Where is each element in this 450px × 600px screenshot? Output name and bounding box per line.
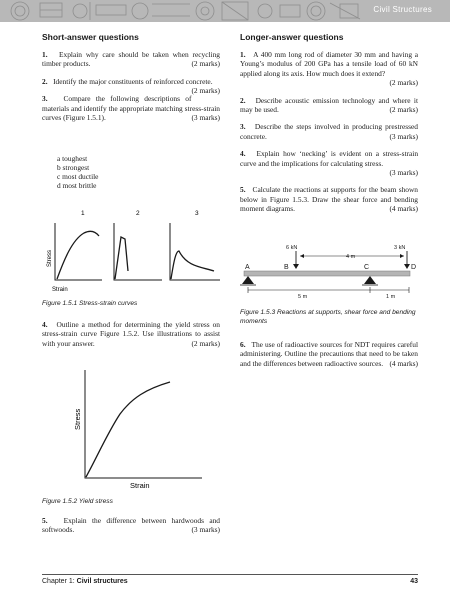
panel-1-curve xyxy=(57,231,99,279)
fig152-axes xyxy=(85,370,202,478)
longer-answer-heading: Longer-answer questions xyxy=(240,32,344,42)
short-question-5: 5. Explain the difference between hardwoods and softwoods. (3 marks) xyxy=(42,516,221,535)
chapter-title: Civil structures xyxy=(76,578,128,585)
beam xyxy=(244,271,410,276)
option-b: b strongest xyxy=(57,163,90,172)
figure-1-5-2 xyxy=(42,362,222,492)
short-answer-heading: Short-answer questions xyxy=(42,32,139,42)
load-2-label: 3 kN xyxy=(394,245,406,251)
panel-1-axes xyxy=(55,223,102,280)
panel-2-curve xyxy=(115,237,128,279)
longer-answer-column xyxy=(240,32,418,222)
option-c: c most ductile xyxy=(57,172,99,181)
long-question-6: 6. The use of radioactive sources for NDT requires careful administering. Outline the precautions that need to be taken and the differences between radioactive sources. (4 marks) xyxy=(240,340,418,368)
long-question-5: 5. Calculate the reactions at supports for the beam shown below in Figure 1.5.3. Draw the shear force and bending moment diagrams. (4 marks) xyxy=(240,185,419,214)
fig152-xlabel: Strain xyxy=(130,481,150,490)
load-1-label: 6 kN xyxy=(286,245,298,251)
support-c xyxy=(364,276,376,284)
load-1-arrow-head xyxy=(293,264,299,269)
panel-3-curve xyxy=(171,251,214,279)
load-2-arrow-head xyxy=(404,264,410,269)
page-footer xyxy=(42,574,418,585)
support-a xyxy=(242,276,254,284)
page-number: 43 xyxy=(410,578,418,585)
short-question-4: 4. Outline a method for determining the yield stress on stress-strain curve Figure 1.5.2. Use illustrations to assist with your answer. (2 marks) xyxy=(42,320,220,348)
short-question-3: 3. Compare the following descriptions of materials and identify the appropriate matching stress-strain curves (Figure 1.5.1). (3 marks) xyxy=(42,94,220,123)
span-1m-label: 1 m xyxy=(386,294,396,300)
fig153-caption: Figure 1.5.3 Reactions at supports, shear force and bending moments xyxy=(240,309,416,325)
panel-label-2: 2 xyxy=(136,210,140,217)
fig151-xlabel: Strain xyxy=(52,287,68,293)
panel-label-3: 3 xyxy=(195,210,199,217)
panel-label-1: 1 xyxy=(81,210,85,217)
option-a: a toughest xyxy=(57,154,88,163)
figure-1-5-1 xyxy=(42,205,222,295)
fig151-caption: Figure 1.5.1 Stress-strain curves xyxy=(42,300,138,307)
header-banner xyxy=(0,0,450,22)
point-b-label: B xyxy=(284,264,289,271)
fig152-ylabel: Stress xyxy=(73,408,82,430)
fig151-ylabel: Stress xyxy=(47,249,53,267)
short-question-1: 1. Explain why care should be taken when recycling timber products. (2 marks) xyxy=(42,50,220,69)
section-title: Civil Structures xyxy=(373,5,432,14)
fig152-curve xyxy=(86,382,170,477)
fig152-caption: Figure 1.5.2 Yield stress xyxy=(42,498,113,505)
point-c-label: C xyxy=(364,264,370,271)
option-d: d most brittle xyxy=(57,181,97,190)
figure-1-5-3 xyxy=(236,242,421,304)
short-answer-column xyxy=(42,32,220,130)
long-question-4: 4. Explain how ‘necking’ is evident on a stress-strain curve and the implications for calculating stress. (3 marks) xyxy=(240,149,419,178)
short-question-2: 2. Identify the major constituents of reinforced concrete. (2 marks) xyxy=(42,76,220,96)
point-a-label: A xyxy=(245,264,250,271)
span-5m-label: 5 m xyxy=(298,294,308,300)
span-top-label: 4 m xyxy=(346,254,356,260)
long-question-2: 2. Describe acoustic emission technology and where it may be used. (2 marks) xyxy=(240,95,419,115)
material-options xyxy=(57,154,98,190)
panel-2-axes xyxy=(114,223,162,280)
chapter-number: Chapter 1: xyxy=(42,578,75,585)
long-question-1: 1. A 400 mm long rod of diameter 30 mm and having a Young’s modulus of 200 GPa has a tensile load of 60 kN applied along its axis. How much does it extend? (2 marks) xyxy=(240,50,418,88)
point-d-label: D xyxy=(411,264,417,271)
long-question-3: 3. Describe the steps involved in producing prestressed concrete. (3 marks) xyxy=(240,122,419,141)
